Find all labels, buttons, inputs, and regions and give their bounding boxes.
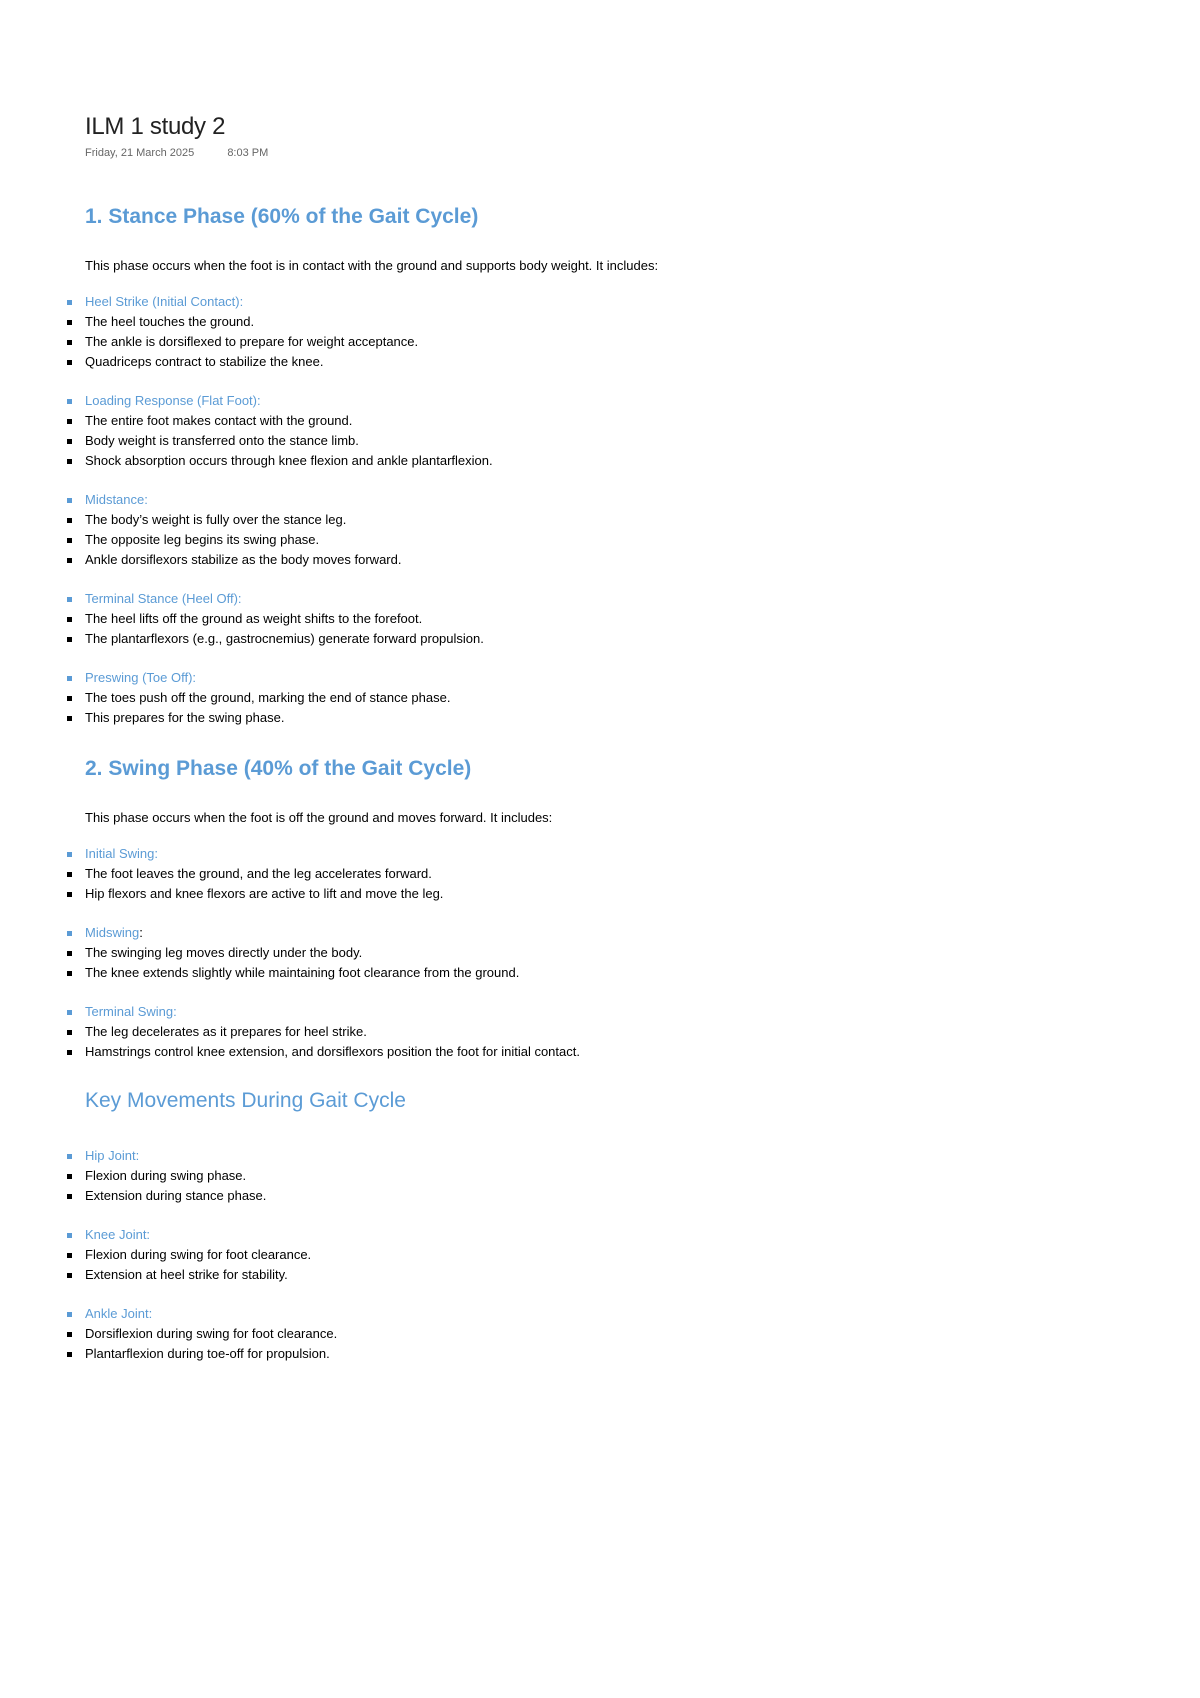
subheading-item [85,292,1145,312]
list-item: The entire foot makes contact with the ground. [85,411,1145,431]
list-item: Body weight is transferred onto the stance limb. [85,431,1145,451]
subheading-label: Preswing (Toe Off): [85,670,197,685]
sections-container [85,202,1145,1364]
bullet-group [85,589,1145,649]
subheading-label: Loading Response (Flat Foot): [85,393,261,408]
list-item: Hip flexors and knee flexors are active to lift and move the leg. [85,884,1145,904]
subheading-label: Hip Joint: [85,1148,140,1163]
subheading-label: Heel Strike (Initial Contact): [85,294,244,309]
section-heading: 1. Stance Phase (60% of the Gait Cycle) [85,205,479,228]
page-time: 8:03 PM [227,147,269,159]
bullet-group [85,292,1145,372]
list-item: The foot leaves the ground, and the leg accelerates forward. [85,864,1145,884]
bullet-group [85,391,1145,471]
list-item: Shock absorption occurs through knee flexion and ankle plantarflexion. [85,451,1145,471]
subheading-label: Midstance: [85,492,148,507]
list-item: The heel touches the ground. [85,312,1145,332]
subheading-item [85,391,1145,411]
subheading-item [85,1225,1145,1245]
bullet-group [85,668,1145,728]
subheading-item [85,1146,1145,1166]
list-item: Dorsiflexion during swing for foot clearance. [85,1324,1145,1344]
bullet-group [85,1304,1145,1364]
bullet-group [85,1002,1145,1062]
bullet-group [85,923,1145,983]
list-item: Flexion during swing phase. [85,1166,1145,1186]
list-item: Extension at heel strike for stability. [85,1265,1145,1285]
section [85,1086,1145,1364]
section-heading: 2. Swing Phase (40% of the Gait Cycle) [85,757,472,780]
subheading-item [85,1002,1145,1022]
subheading-item [85,589,1145,609]
subheading-item [85,668,1145,688]
list-item: The opposite leg begins its swing phase. [85,530,1145,550]
subheading-item [85,1304,1145,1324]
bullet-group [85,490,1145,570]
bullet-group [85,1225,1145,1285]
bullet-group [85,844,1145,904]
list-item: Flexion during swing for foot clearance. [85,1245,1145,1265]
list-item: Plantarflexion during toe-off for propulsion. [85,1344,1145,1364]
list-item: This prepares for the swing phase. [85,708,1145,728]
section-intro: This phase occurs when the foot is off the ground and moves forward. It includes: [85,810,553,825]
section-heading: Key Movements During Gait Cycle [85,1089,406,1112]
subheading-label: Ankle Joint: [85,1306,153,1321]
subheading-label: Terminal Swing: [85,1004,177,1019]
subheading-item [85,923,1145,943]
section-intro: This phase occurs when the foot is in contact with the ground and supports body weight. It includes: [85,258,659,273]
page-date: Friday, 21 March 2025 [85,147,195,159]
list-item: The leg decelerates as it prepares for heel strike. [85,1022,1145,1042]
subheading-label: Midswing [85,925,140,940]
list-item: Extension during stance phase. [85,1186,1145,1206]
note-content [85,110,1145,1364]
bullet-group [85,1146,1145,1206]
list-item: Hamstrings control knee extension, and dorsiflexors position the foot for initial contact. [85,1042,1145,1062]
list-item: The heel lifts off the ground as weight shifts to the forefoot. [85,609,1145,629]
subheading-label: Initial Swing: [85,846,158,861]
subheading-suffix: : [139,925,143,940]
subheading-item [85,844,1145,864]
list-item: Ankle dorsiflexors stabilize as the body moves forward. [85,550,1145,570]
section [85,754,1145,1062]
list-item: Quadriceps contract to stabilize the knee. [85,352,1145,372]
list-item: The plantarflexors (e.g., gastrocnemius) generate forward propulsion. [85,629,1145,649]
section [85,202,1145,728]
list-item: The body’s weight is fully over the stance leg. [85,510,1145,530]
list-item: The ankle is dorsiflexed to prepare for weight acceptance. [85,332,1145,352]
subheading-item [85,490,1145,510]
list-item: The swinging leg moves directly under the body. [85,943,1145,963]
list-item: The toes push off the ground, marking the end of stance phase. [85,688,1145,708]
subheading-label: Knee Joint: [85,1227,151,1242]
subheading-label: Terminal Stance (Heel Off): [85,591,242,606]
list-item: The knee extends slightly while maintaining foot clearance from the ground. [85,963,1145,983]
page-timestamp [85,144,1145,162]
page-title: ILM 1 study 2 [85,113,226,140]
